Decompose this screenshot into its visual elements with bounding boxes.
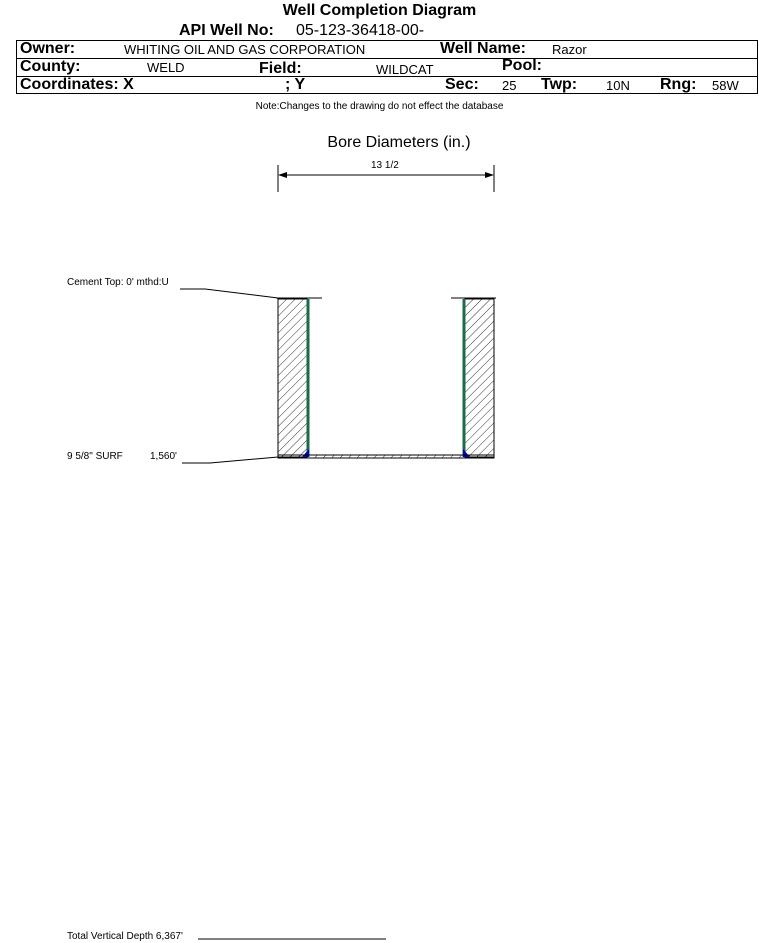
sec-label: Sec:	[445, 76, 479, 93]
total-depth-label: Total Vertical Depth 6,367'	[67, 931, 183, 942]
api-well-label: API Well No:	[179, 22, 274, 39]
rng-label: Rng:	[660, 76, 697, 93]
casing-depth: 1,560'	[150, 451, 177, 462]
cement-top-leader	[180, 289, 278, 298]
twp-value: 10N	[606, 78, 630, 93]
casing-label: 9 5/8" SURF	[67, 451, 123, 462]
field-label: Field:	[259, 60, 302, 77]
twp-label: Twp:	[541, 76, 578, 93]
arrow-left-icon	[278, 172, 287, 178]
database-note: Note:Changes to the drawing do not effect the database	[255, 101, 504, 112]
county-value: WELD	[147, 60, 185, 75]
rng-value: 58W	[712, 78, 739, 93]
well-name-value: Razor	[552, 42, 587, 57]
casing-leader	[182, 457, 278, 463]
owner-value: WHITING OIL AND GAS CORPORATION	[124, 42, 366, 57]
coordinates-y-label: ; Y	[285, 76, 306, 93]
hole-bottom	[278, 455, 494, 458]
coordinates-x-label: Coordinates: X	[20, 76, 134, 93]
county-label: County:	[20, 58, 81, 75]
well-name-label: Well Name:	[440, 40, 526, 57]
api-well-value: 05-123-36418-00-	[296, 22, 425, 39]
bore-diameter-value: 13 1/2	[371, 160, 399, 171]
arrow-right-icon	[485, 172, 494, 178]
cement-top-label: Cement Top: 0' mthd:U	[67, 277, 169, 288]
owner-label: Owner:	[20, 40, 76, 57]
cement-left	[278, 299, 307, 457]
bore-diameters-title: Bore Diameters (in.)	[327, 134, 471, 151]
cement-right	[465, 299, 494, 457]
field-value: WILDCAT	[376, 62, 434, 77]
pool-label: Pool:	[502, 57, 542, 74]
sec-value: 25	[502, 78, 517, 93]
page-title: Well Completion Diagram	[282, 2, 477, 19]
